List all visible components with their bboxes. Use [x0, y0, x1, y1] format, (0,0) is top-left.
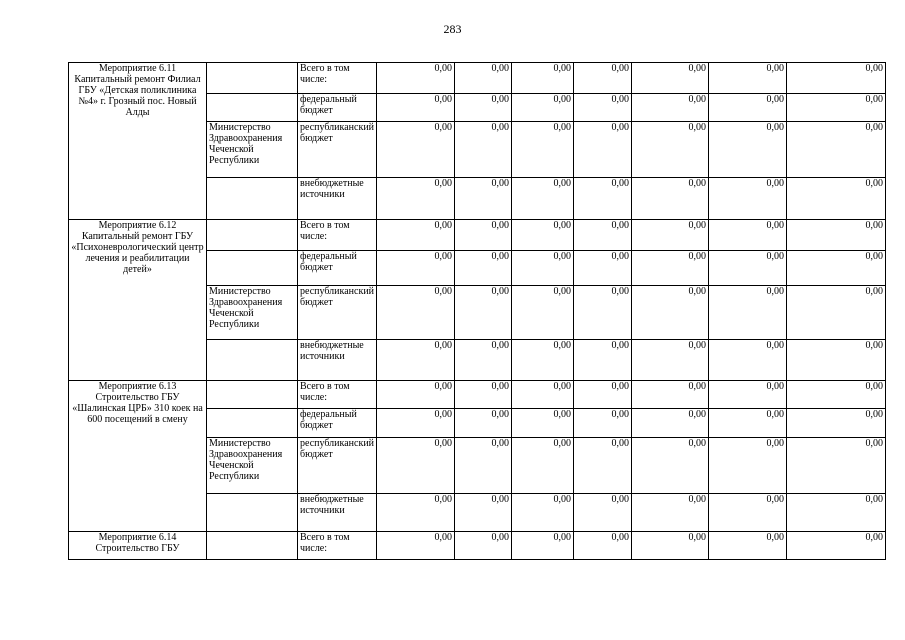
- amount-cell: 0,00: [787, 409, 886, 438]
- funding-source: федеральный бюджет: [298, 251, 377, 286]
- table-row: [69, 220, 886, 251]
- amount-cell: 0,00: [574, 494, 632, 532]
- amount-cell: 0,00: [574, 409, 632, 438]
- amount-cell: 0,00: [632, 63, 709, 94]
- executor-cell: [207, 340, 298, 381]
- amount-cell: 0,00: [709, 94, 787, 122]
- amount-cell: 0,00: [574, 438, 632, 494]
- amount-cell: 0,00: [377, 178, 455, 220]
- executor-cell: [207, 409, 298, 438]
- measure-title: Мероприятие 6.12 Капитальный ремонт ГБУ «Психоневрологический центр лечения и реабилитации детей»: [69, 220, 207, 381]
- executor-cell: [207, 381, 298, 409]
- amount-cell: 0,00: [787, 438, 886, 494]
- funding-source: внебюджетные источники: [298, 494, 377, 532]
- amount-cell: 0,00: [632, 122, 709, 178]
- amount-cell: 0,00: [455, 381, 512, 409]
- measure-title: Мероприятие 6.13 Строительство ГБУ «Шалинская ЦРБ» 310 коек на 600 посещений в смену: [69, 381, 207, 532]
- amount-cell: 0,00: [787, 251, 886, 286]
- amount-cell: 0,00: [512, 409, 574, 438]
- amount-cell: 0,00: [787, 63, 886, 94]
- amount-cell: 0,00: [455, 251, 512, 286]
- amount-cell: 0,00: [574, 94, 632, 122]
- amount-cell: 0,00: [455, 532, 512, 560]
- funding-source: республиканский бюджет: [298, 122, 377, 178]
- amount-cell: 0,00: [377, 220, 455, 251]
- funding-source: федеральный бюджет: [298, 94, 377, 122]
- amount-cell: 0,00: [512, 494, 574, 532]
- amount-cell: 0,00: [709, 438, 787, 494]
- table-row: [69, 532, 886, 560]
- amount-cell: 0,00: [455, 63, 512, 94]
- amount-cell: 0,00: [709, 286, 787, 340]
- amount-cell: 0,00: [632, 251, 709, 286]
- amount-cell: 0,00: [709, 532, 787, 560]
- amount-cell: 0,00: [574, 251, 632, 286]
- amount-cell: 0,00: [377, 94, 455, 122]
- executor-cell: [207, 178, 298, 220]
- amount-cell: 0,00: [377, 286, 455, 340]
- amount-cell: 0,00: [455, 220, 512, 251]
- amount-cell: 0,00: [512, 381, 574, 409]
- table-row: [69, 63, 886, 94]
- amount-cell: 0,00: [377, 340, 455, 381]
- table-row: [69, 381, 886, 409]
- funding-source: внебюджетные источники: [298, 178, 377, 220]
- executor-cell: [207, 494, 298, 532]
- amount-cell: 0,00: [377, 63, 455, 94]
- amount-cell: 0,00: [574, 286, 632, 340]
- amount-cell: 0,00: [787, 220, 886, 251]
- amount-cell: 0,00: [709, 251, 787, 286]
- amount-cell: 0,00: [455, 409, 512, 438]
- amount-cell: 0,00: [455, 178, 512, 220]
- amount-cell: 0,00: [455, 122, 512, 178]
- amount-cell: 0,00: [455, 494, 512, 532]
- executor-cell: [207, 94, 298, 122]
- amount-cell: 0,00: [455, 340, 512, 381]
- measure-title: Мероприятие 6.14 Строительство ГБУ: [69, 532, 207, 560]
- amount-cell: 0,00: [512, 286, 574, 340]
- amount-cell: 0,00: [787, 381, 886, 409]
- amount-cell: 0,00: [377, 251, 455, 286]
- amount-cell: 0,00: [574, 178, 632, 220]
- amount-cell: 0,00: [377, 494, 455, 532]
- amount-cell: 0,00: [787, 532, 886, 560]
- funding-source: Всего в том числе:: [298, 63, 377, 94]
- amount-cell: 0,00: [632, 286, 709, 340]
- amount-cell: 0,00: [787, 94, 886, 122]
- funding-source: федеральный бюджет: [298, 409, 377, 438]
- amount-cell: 0,00: [574, 340, 632, 381]
- amount-cell: 0,00: [377, 381, 455, 409]
- amount-cell: 0,00: [512, 340, 574, 381]
- amount-cell: 0,00: [709, 381, 787, 409]
- amount-cell: 0,00: [377, 122, 455, 178]
- funding-source: республиканский бюджет: [298, 286, 377, 340]
- page-number: 283: [443, 22, 462, 36]
- amount-cell: 0,00: [455, 286, 512, 340]
- amount-cell: 0,00: [632, 494, 709, 532]
- amount-cell: 0,00: [632, 178, 709, 220]
- amount-cell: 0,00: [709, 409, 787, 438]
- amount-cell: 0,00: [455, 94, 512, 122]
- amount-cell: 0,00: [512, 178, 574, 220]
- amount-cell: 0,00: [574, 63, 632, 94]
- amount-cell: 0,00: [632, 381, 709, 409]
- amount-cell: 0,00: [377, 409, 455, 438]
- amount-cell: 0,00: [377, 532, 455, 560]
- amount-cell: 0,00: [709, 63, 787, 94]
- executor-cell: [207, 532, 298, 560]
- amount-cell: 0,00: [632, 409, 709, 438]
- executor-cell: Министерство Здравоохранения Чеченской Республики: [207, 286, 298, 340]
- amount-cell: 0,00: [709, 494, 787, 532]
- executor-cell: [207, 220, 298, 251]
- amount-cell: 0,00: [787, 340, 886, 381]
- measure-title: Мероприятие 6.11 Капитальный ремонт Филиал ГБУ «Детская поликлиника №4» г. Грозный пос. Новый Алды: [69, 63, 207, 220]
- budget-table: [68, 62, 886, 560]
- amount-cell: 0,00: [787, 122, 886, 178]
- amount-cell: 0,00: [512, 251, 574, 286]
- amount-cell: 0,00: [512, 438, 574, 494]
- amount-cell: 0,00: [512, 532, 574, 560]
- funding-source: Всего в том числе:: [298, 381, 377, 409]
- amount-cell: 0,00: [574, 381, 632, 409]
- amount-cell: 0,00: [787, 178, 886, 220]
- executor-cell: Министерство Здравоохранения Чеченской Республики: [207, 122, 298, 178]
- funding-source: внебюджетные источники: [298, 340, 377, 381]
- amount-cell: 0,00: [632, 438, 709, 494]
- amount-cell: 0,00: [709, 178, 787, 220]
- amount-cell: 0,00: [709, 220, 787, 251]
- amount-cell: 0,00: [632, 220, 709, 251]
- amount-cell: 0,00: [787, 494, 886, 532]
- amount-cell: 0,00: [787, 286, 886, 340]
- amount-cell: 0,00: [574, 532, 632, 560]
- amount-cell: 0,00: [709, 340, 787, 381]
- amount-cell: 0,00: [632, 340, 709, 381]
- funding-source: Всего в том числе:: [298, 220, 377, 251]
- funding-source: республиканский бюджет: [298, 438, 377, 494]
- amount-cell: 0,00: [455, 438, 512, 494]
- amount-cell: 0,00: [574, 122, 632, 178]
- amount-cell: 0,00: [512, 122, 574, 178]
- amount-cell: 0,00: [632, 94, 709, 122]
- amount-cell: 0,00: [512, 94, 574, 122]
- amount-cell: 0,00: [709, 122, 787, 178]
- amount-cell: 0,00: [512, 63, 574, 94]
- amount-cell: 0,00: [512, 220, 574, 251]
- amount-cell: 0,00: [574, 220, 632, 251]
- executor-cell: [207, 63, 298, 94]
- funding-source: Всего в том числе:: [298, 532, 377, 560]
- amount-cell: 0,00: [632, 532, 709, 560]
- executor-cell: Министерство Здравоохранения Чеченской Республики: [207, 438, 298, 494]
- executor-cell: [207, 251, 298, 286]
- amount-cell: 0,00: [377, 438, 455, 494]
